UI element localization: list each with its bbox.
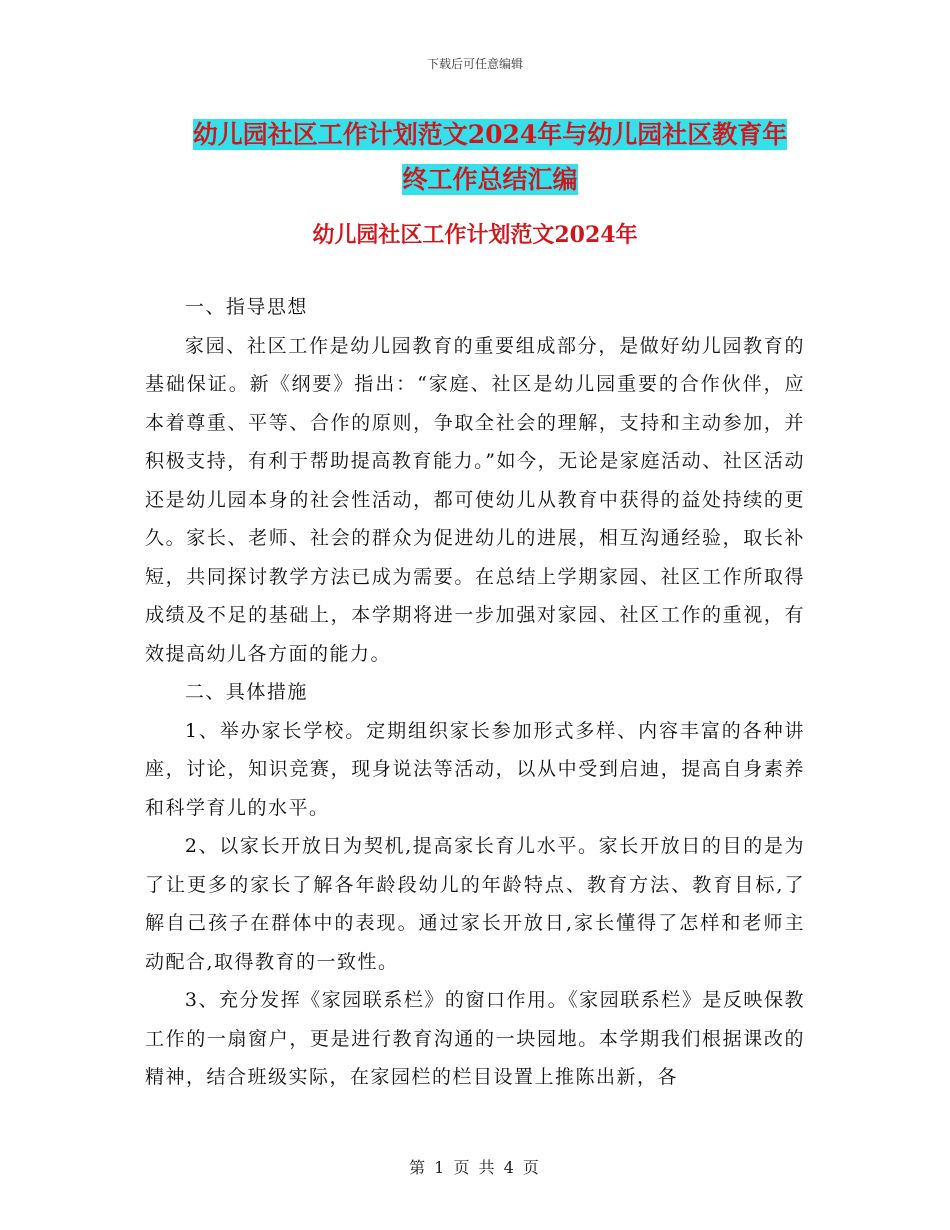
page-footer: 第 1 页 共 4 页 bbox=[409, 1158, 541, 1177]
document-body bbox=[145, 288, 805, 1097]
section-title: 幼儿园社区工作计划范文2024年 bbox=[312, 222, 638, 248]
paragraph: 3、充分发挥《家园联系栏》的窗口作用。《家园联系栏》是反映保教工作的一扇窗户，更是进行教育沟通的一块园地。本学期我们根据课改的精神，结合班级实际，在家园栏的栏目设置上推陈出新，各 bbox=[145, 989, 805, 1088]
document-title bbox=[140, 112, 840, 202]
paragraph: 家园、社区工作是幼儿园教育的重要组成部分，是做好幼儿园教育的基础保证。新《纲要》指出：“家庭、社区是幼儿园重要的合作伙伴，应本着尊重、平等、合作的原则，争取全社会的理解，支持和主动参加，并积极支持，有利于帮助提高教育能力。”如今，无论是家庭活动、社区活动还是幼儿园本身的社会性活动，都可使幼儿从教育中获得的益处持续的更久。家长、老师、社会的群众为促进幼儿的进展，相互沟通经验，取长补短，共同探讨教学方法已成为需要。在总结上学期家园、社区工作所取得成绩及不足的基础上，本学期将进一步加强对家园、社区工作的重视，有效提高幼儿各方面的能力。 bbox=[145, 334, 805, 665]
heading-specific-measures: 二、具体措施 bbox=[184, 681, 308, 703]
title-line-1: 幼儿园社区工作计划范文2024年与幼儿园社区教育年 bbox=[192, 120, 788, 149]
title-line-2: 终工作总结汇编 bbox=[402, 165, 578, 194]
paragraph: 1、举办家长学校。定期组织家长参加形式多样、内容丰富的各种讲座，讨论，知识竞赛，现身说法等活动，以从中受到启迪，提高自身素养和科学育儿的水平。 bbox=[145, 719, 805, 819]
page-header: 下载后可任意编辑 bbox=[426, 57, 523, 71]
heading-guiding-thought: 一、指导思想 bbox=[184, 296, 308, 318]
paragraph: 2、以家长开放日为契机,提高家长育儿水平。家长开放日的目的是为了让更多的家长了解各年龄段幼儿的年龄特点、教育方法、教育目标,了解自己孩子在群体中的表现。通过家长开放日,家长懂得了怎样和老师主动配合,取得教育的一致性。 bbox=[145, 835, 805, 973]
